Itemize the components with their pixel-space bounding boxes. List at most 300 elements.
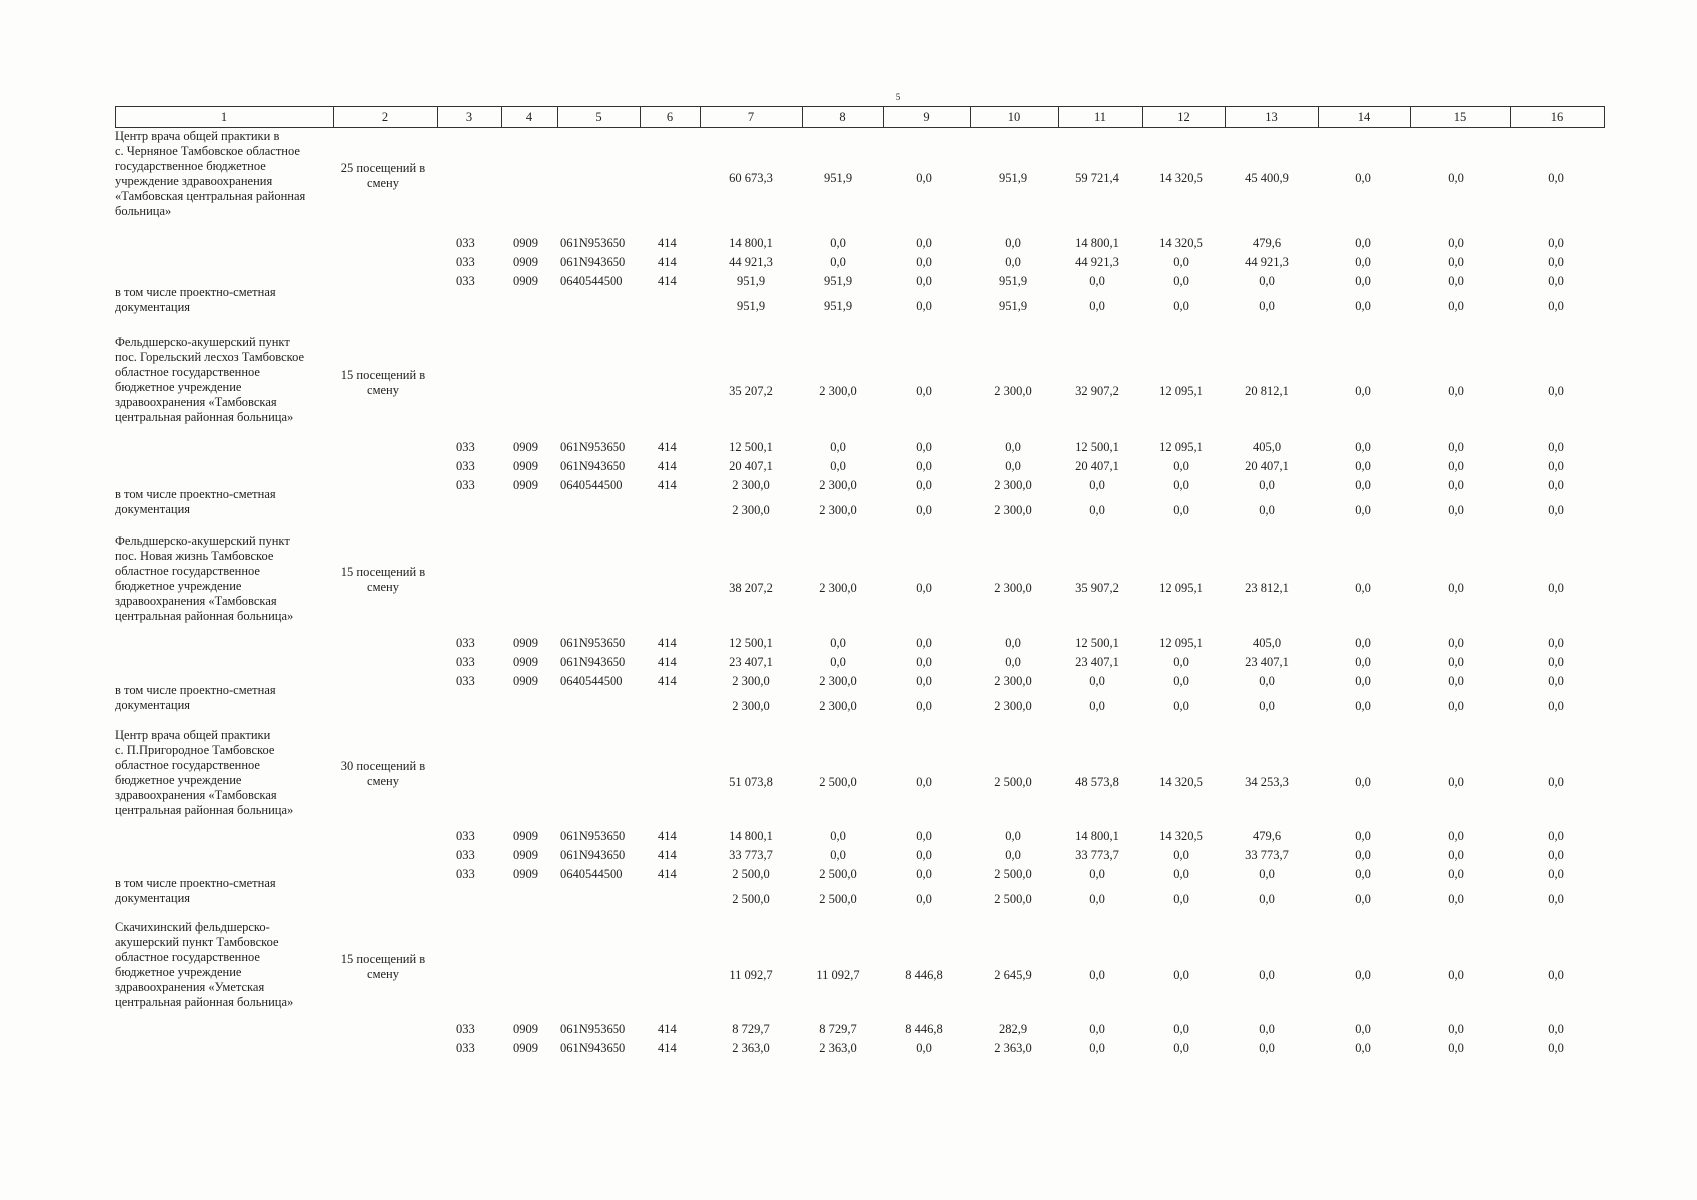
total-value: 0,0 <box>916 581 932 595</box>
row-value: 2 300,0 <box>994 478 1032 492</box>
total-value: 12 095,1 <box>1159 384 1203 398</box>
row-value: 0,0 <box>1548 255 1564 269</box>
row-value: 14 800,1 <box>1075 236 1119 250</box>
facility-name-line: больница» <box>115 204 172 218</box>
kbk-code-ministry: 033 <box>456 440 475 454</box>
kbk-code-section: 0909 <box>513 829 538 843</box>
facility-name-line: здравоохранения «Тамбовская <box>115 594 277 608</box>
row-value: 2 300,0 <box>819 674 857 688</box>
row-value: 0,0 <box>916 478 932 492</box>
design-docs-value: 2 300,0 <box>819 699 857 713</box>
row-value: 12 500,1 <box>1075 440 1119 454</box>
row-value: 0,0 <box>830 440 846 454</box>
row-value: 0,0 <box>1089 1022 1105 1036</box>
facility-capacity: 15 посещений в смену <box>340 368 426 397</box>
row-value: 2 500,0 <box>732 867 770 881</box>
total-value: 0,0 <box>1548 171 1564 185</box>
row-value: 12 500,1 <box>1075 636 1119 650</box>
kbk-code-section: 0909 <box>513 1022 538 1036</box>
design-docs-value: 0,0 <box>916 892 932 906</box>
row-value: 479,6 <box>1252 236 1282 250</box>
facility-name-line: бюджетное учреждение <box>115 773 242 787</box>
row-value: 0,0 <box>1355 674 1371 688</box>
design-docs-value: 0,0 <box>1355 299 1371 313</box>
row-value: 0,0 <box>1448 636 1464 650</box>
row-value: 12 095,1 <box>1159 636 1203 650</box>
total-value: 0,0 <box>1173 968 1189 982</box>
row-value: 0,0 <box>916 636 932 650</box>
kbk-code-target: 061N953650 <box>560 636 626 650</box>
design-docs-value: 0,0 <box>916 699 932 713</box>
header-col-16: 16 <box>1550 110 1564 124</box>
design-docs-label: документация <box>115 300 191 314</box>
facility-name-line: областное государственное <box>115 758 260 772</box>
design-docs-label: в том числе проектно-сметная <box>115 876 276 890</box>
design-docs-value: 0,0 <box>1548 699 1564 713</box>
design-docs-value: 2 500,0 <box>994 892 1032 906</box>
facility-name-line: здравоохранения «Тамбовская <box>115 395 277 409</box>
header-col-11: 11 <box>1093 110 1107 124</box>
header-col-10: 10 <box>1007 110 1021 124</box>
row-value: 0,0 <box>830 848 846 862</box>
row-value: 0,0 <box>1448 848 1464 862</box>
row-value: 0,0 <box>1548 1022 1564 1036</box>
kbk-code-ministry: 033 <box>456 274 475 288</box>
facility-name-line: здравоохранения «Тамбовская <box>115 788 277 802</box>
total-value: 2 300,0 <box>819 384 857 398</box>
total-value: 0,0 <box>1355 171 1371 185</box>
kbk-code-target: 061N953650 <box>560 440 626 454</box>
row-value: 14 320,5 <box>1159 236 1203 250</box>
kbk-code-type: 414 <box>658 1022 677 1036</box>
total-value: 2 500,0 <box>819 775 857 789</box>
kbk-code-type: 414 <box>658 478 677 492</box>
design-docs-value: 0,0 <box>1355 503 1371 517</box>
kbk-code-type: 414 <box>658 867 677 881</box>
design-docs-value: 0,0 <box>916 503 932 517</box>
kbk-code-ministry: 033 <box>456 1041 475 1055</box>
design-docs-value: 951,9 <box>823 299 853 313</box>
kbk-code-ministry: 033 <box>456 848 475 862</box>
facility-name-line: центральная районная больница» <box>115 410 294 424</box>
row-value: 0,0 <box>1448 1041 1464 1055</box>
facility-capacity: 30 посещений в смену <box>340 759 426 788</box>
row-value: 0,0 <box>1355 255 1371 269</box>
row-value: 2 363,0 <box>994 1041 1032 1055</box>
total-value: 2 300,0 <box>819 581 857 595</box>
total-value: 0,0 <box>916 775 932 789</box>
row-value: 0,0 <box>916 274 932 288</box>
facility-name-line: с. П.Пригородное Тамбовское <box>115 743 275 757</box>
row-value: 0,0 <box>916 255 932 269</box>
header-col-1: 1 <box>220 110 228 124</box>
row-value: 0,0 <box>1259 1022 1275 1036</box>
row-value: 0,0 <box>1548 636 1564 650</box>
design-docs-label: документация <box>115 502 191 516</box>
facility-name-line: с. Черняное Тамбовское областное <box>115 144 300 158</box>
design-docs-value: 0,0 <box>1448 299 1464 313</box>
total-value: 0,0 <box>1448 968 1464 982</box>
total-value: 38 207,2 <box>729 581 773 595</box>
table-rule <box>1604 106 1605 128</box>
row-value: 0,0 <box>1548 274 1564 288</box>
kbk-code-ministry: 033 <box>456 674 475 688</box>
row-value: 0,0 <box>1259 1041 1275 1055</box>
row-value: 0,0 <box>1355 867 1371 881</box>
design-docs-value: 0,0 <box>1355 892 1371 906</box>
row-value: 12 500,1 <box>729 440 773 454</box>
facility-name-line: Скачихинский фельдшерско- <box>115 920 270 934</box>
facility-name-line: бюджетное учреждение <box>115 965 242 979</box>
header-col-14: 14 <box>1357 110 1371 124</box>
kbk-code-section: 0909 <box>513 655 538 669</box>
row-value: 0,0 <box>1448 236 1464 250</box>
kbk-code-section: 0909 <box>513 274 538 288</box>
kbk-code-type: 414 <box>658 274 677 288</box>
row-value: 0,0 <box>1005 848 1021 862</box>
design-docs-value: 2 300,0 <box>732 699 770 713</box>
row-value: 0,0 <box>1355 1022 1371 1036</box>
header-col-13: 13 <box>1265 110 1278 124</box>
kbk-code-target: 0640544500 <box>560 674 623 688</box>
design-docs-value: 0,0 <box>1089 503 1105 517</box>
kbk-code-section: 0909 <box>513 848 538 862</box>
row-value: 14 800,1 <box>729 236 773 250</box>
total-value: 0,0 <box>916 384 932 398</box>
kbk-code-section: 0909 <box>513 459 538 473</box>
row-value: 0,0 <box>1355 274 1371 288</box>
row-value: 0,0 <box>1448 478 1464 492</box>
row-value: 0,0 <box>916 236 932 250</box>
row-value: 33 773,7 <box>729 848 773 862</box>
design-docs-value: 0,0 <box>1448 503 1464 517</box>
kbk-code-target: 061N953650 <box>560 236 626 250</box>
facility-name-line: центральная районная больница» <box>115 995 294 1009</box>
total-value: 0,0 <box>1259 968 1275 982</box>
total-value: 8 446,8 <box>905 968 943 982</box>
total-value: 2 300,0 <box>994 384 1032 398</box>
row-value: 0,0 <box>1005 636 1021 650</box>
design-docs-value: 0,0 <box>1448 892 1464 906</box>
row-value: 44 921,3 <box>729 255 773 269</box>
total-value: 14 320,5 <box>1159 171 1203 185</box>
total-value: 11 092,7 <box>816 968 860 982</box>
facility-name-line: Центр врача общей практики в <box>115 129 280 143</box>
design-docs-value: 2 300,0 <box>732 503 770 517</box>
total-value: 0,0 <box>1448 171 1464 185</box>
row-value: 0,0 <box>830 636 846 650</box>
kbk-code-target: 061N943650 <box>560 255 626 269</box>
facility-name-line: государственное бюджетное <box>115 159 266 173</box>
design-docs-value: 0,0 <box>1259 699 1275 713</box>
kbk-code-ministry: 033 <box>456 236 475 250</box>
row-value: 405,0 <box>1252 636 1282 650</box>
row-value: 0,0 <box>1448 255 1464 269</box>
total-value: 0,0 <box>1548 968 1564 982</box>
total-value: 0,0 <box>1448 581 1464 595</box>
row-value: 0,0 <box>1005 829 1021 843</box>
total-value: 0,0 <box>1355 384 1371 398</box>
design-docs-value: 0,0 <box>1173 299 1189 313</box>
total-value: 2 645,9 <box>994 968 1032 982</box>
kbk-code-section: 0909 <box>513 867 538 881</box>
row-value: 2 300,0 <box>732 478 770 492</box>
row-value: 405,0 <box>1252 440 1282 454</box>
row-value: 0,0 <box>1355 459 1371 473</box>
row-value: 0,0 <box>1005 236 1021 250</box>
kbk-code-type: 414 <box>658 440 677 454</box>
row-value: 0,0 <box>1448 655 1464 669</box>
kbk-code-target: 061N953650 <box>560 1022 626 1036</box>
row-value: 2 363,0 <box>819 1041 857 1055</box>
row-value: 0,0 <box>1089 478 1105 492</box>
row-value: 33 773,7 <box>1075 848 1119 862</box>
row-value: 951,9 <box>998 274 1028 288</box>
row-value: 2 300,0 <box>994 674 1032 688</box>
row-value: 0,0 <box>1548 829 1564 843</box>
row-value: 0,0 <box>1005 255 1021 269</box>
total-value: 34 253,3 <box>1245 775 1289 789</box>
total-value: 0,0 <box>916 171 932 185</box>
facility-name-line: Фельдшерско-акушерский пункт <box>115 335 290 349</box>
row-value: 12 500,1 <box>729 636 773 650</box>
row-value: 951,9 <box>736 274 766 288</box>
row-value: 0,0 <box>1548 674 1564 688</box>
design-docs-label: в том числе проектно-сметная <box>115 285 276 299</box>
kbk-code-type: 414 <box>658 459 677 473</box>
row-value: 0,0 <box>916 848 932 862</box>
kbk-code-section: 0909 <box>513 478 538 492</box>
total-value: 2 500,0 <box>994 775 1032 789</box>
facility-name-line: «Тамбовская центральная районная <box>115 189 306 203</box>
total-value: 0,0 <box>1355 775 1371 789</box>
kbk-code-section: 0909 <box>513 636 538 650</box>
row-value: 0,0 <box>1548 440 1564 454</box>
kbk-code-ministry: 033 <box>456 829 475 843</box>
design-docs-label: документация <box>115 891 191 905</box>
row-value: 8 446,8 <box>905 1022 943 1036</box>
row-value: 0,0 <box>1173 867 1189 881</box>
total-value: 23 812,1 <box>1245 581 1289 595</box>
row-value: 12 095,1 <box>1159 440 1203 454</box>
total-value: 2 300,0 <box>994 581 1032 595</box>
row-value: 282,9 <box>998 1022 1028 1036</box>
row-value: 44 921,3 <box>1245 255 1289 269</box>
row-value: 0,0 <box>1173 274 1189 288</box>
kbk-code-ministry: 033 <box>456 478 475 492</box>
row-value: 0,0 <box>1355 236 1371 250</box>
row-value: 0,0 <box>830 459 846 473</box>
total-value: 0,0 <box>1089 968 1105 982</box>
row-value: 8 729,7 <box>732 1022 770 1036</box>
row-value: 0,0 <box>1355 478 1371 492</box>
total-value: 35 207,2 <box>729 384 773 398</box>
row-value: 0,0 <box>1173 1022 1189 1036</box>
row-value: 0,0 <box>1355 848 1371 862</box>
row-value: 33 773,7 <box>1245 848 1289 862</box>
row-value: 0,0 <box>1448 1022 1464 1036</box>
total-value: 14 320,5 <box>1159 775 1203 789</box>
row-value: 0,0 <box>1173 674 1189 688</box>
kbk-code-target: 061N943650 <box>560 459 626 473</box>
kbk-code-type: 414 <box>658 655 677 669</box>
total-value: 0,0 <box>1548 384 1564 398</box>
row-value: 0,0 <box>1448 459 1464 473</box>
design-docs-value: 0,0 <box>1259 892 1275 906</box>
row-value: 0,0 <box>1173 459 1189 473</box>
facility-capacity: 15 посещений в смену <box>340 565 426 594</box>
design-docs-value: 0,0 <box>1355 699 1371 713</box>
header-col-7: 7 <box>747 110 755 124</box>
design-docs-value: 0,0 <box>1448 699 1464 713</box>
row-value: 0,0 <box>1005 655 1021 669</box>
row-value: 14 800,1 <box>1075 829 1119 843</box>
row-value: 0,0 <box>1355 636 1371 650</box>
design-docs-value: 0,0 <box>1548 503 1564 517</box>
row-value: 0,0 <box>916 459 932 473</box>
kbk-code-section: 0909 <box>513 1041 538 1055</box>
facility-name-line: пос. Новая жизнь Тамбовское <box>115 549 274 563</box>
total-value: 0,0 <box>1355 581 1371 595</box>
kbk-code-type: 414 <box>658 674 677 688</box>
facility-name-line: Фельдшерско-акушерский пункт <box>115 534 290 548</box>
total-value: 0,0 <box>1448 775 1464 789</box>
row-value: 0,0 <box>830 255 846 269</box>
row-value: 0,0 <box>830 236 846 250</box>
table-rule <box>115 106 1604 107</box>
facility-name-line: акушерский пункт Тамбовское <box>115 935 279 949</box>
row-value: 8 729,7 <box>819 1022 857 1036</box>
row-value: 2 363,0 <box>732 1041 770 1055</box>
row-value: 0,0 <box>1548 867 1564 881</box>
row-value: 0,0 <box>916 829 932 843</box>
kbk-code-target: 0640544500 <box>560 867 623 881</box>
row-value: 0,0 <box>1355 1041 1371 1055</box>
row-value: 0,0 <box>1355 829 1371 843</box>
design-docs-value: 951,9 <box>998 299 1028 313</box>
row-value: 0,0 <box>1005 440 1021 454</box>
row-value: 0,0 <box>1259 674 1275 688</box>
row-value: 951,9 <box>823 274 853 288</box>
row-value: 0,0 <box>1548 459 1564 473</box>
row-value: 0,0 <box>1548 848 1564 862</box>
row-value: 23 407,1 <box>729 655 773 669</box>
row-value: 0,0 <box>1173 255 1189 269</box>
row-value: 0,0 <box>1548 655 1564 669</box>
row-value: 14 320,5 <box>1159 829 1203 843</box>
header-col-9: 9 <box>923 110 930 124</box>
kbk-code-section: 0909 <box>513 255 538 269</box>
row-value: 0,0 <box>1089 674 1105 688</box>
total-value: 11 092,7 <box>729 968 773 982</box>
kbk-code-section: 0909 <box>513 674 538 688</box>
row-value: 0,0 <box>1448 867 1464 881</box>
kbk-code-type: 414 <box>658 255 677 269</box>
design-docs-value: 0,0 <box>1173 503 1189 517</box>
total-value: 0,0 <box>1548 581 1564 595</box>
total-value: 20 812,1 <box>1245 384 1289 398</box>
row-value: 20 407,1 <box>729 459 773 473</box>
total-value: 45 400,9 <box>1245 171 1289 185</box>
kbk-code-ministry: 033 <box>456 1022 475 1036</box>
row-value: 0,0 <box>1548 236 1564 250</box>
total-value: 32 907,2 <box>1075 384 1119 398</box>
header-col-4: 4 <box>525 110 533 124</box>
row-value: 20 407,1 <box>1075 459 1119 473</box>
row-value: 0,0 <box>1173 1041 1189 1055</box>
facility-name-line: бюджетное учреждение <box>115 380 242 394</box>
total-value: 35 907,2 <box>1075 581 1119 595</box>
row-value: 0,0 <box>1089 867 1105 881</box>
design-docs-value: 2 300,0 <box>994 503 1032 517</box>
kbk-code-type: 414 <box>658 848 677 862</box>
row-value: 0,0 <box>830 655 846 669</box>
row-value: 2 300,0 <box>732 674 770 688</box>
kbk-code-ministry: 033 <box>456 255 475 269</box>
design-docs-value: 2 300,0 <box>819 503 857 517</box>
design-docs-value: 2 500,0 <box>819 892 857 906</box>
kbk-code-type: 414 <box>658 1041 677 1055</box>
facility-capacity: 15 посещений в смену <box>340 952 426 981</box>
row-value: 0,0 <box>1173 478 1189 492</box>
total-value: 951,9 <box>998 171 1028 185</box>
kbk-code-ministry: 033 <box>456 459 475 473</box>
total-value: 951,9 <box>823 171 853 185</box>
total-value: 12 095,1 <box>1159 581 1203 595</box>
row-value: 0,0 <box>916 674 932 688</box>
row-value: 14 800,1 <box>729 829 773 843</box>
total-value: 59 721,4 <box>1075 171 1119 185</box>
kbk-code-type: 414 <box>658 636 677 650</box>
row-value: 0,0 <box>1259 478 1275 492</box>
facility-name-line: здравоохранения «Уметская <box>115 980 265 994</box>
facility-name-line: бюджетное учреждение <box>115 579 242 593</box>
header-col-8: 8 <box>839 110 846 124</box>
design-docs-label: в том числе проектно-сметная <box>115 683 276 697</box>
kbk-code-ministry: 033 <box>456 636 475 650</box>
kbk-code-target: 061N943650 <box>560 848 626 862</box>
design-docs-value: 0,0 <box>1548 299 1564 313</box>
facility-name-line: центральная районная больница» <box>115 803 294 817</box>
row-value: 23 407,1 <box>1075 655 1119 669</box>
design-docs-value: 0,0 <box>916 299 932 313</box>
facility-name-line: пос. Горельский лесхоз Тамбовское <box>115 350 305 364</box>
row-value: 23 407,1 <box>1245 655 1289 669</box>
row-value: 0,0 <box>1259 867 1275 881</box>
header-col-5: 5 <box>595 110 602 124</box>
kbk-code-type: 414 <box>658 829 677 843</box>
row-value: 0,0 <box>1448 829 1464 843</box>
total-value: 0,0 <box>1448 384 1464 398</box>
row-value: 20 407,1 <box>1245 459 1289 473</box>
header-col-6: 6 <box>666 110 674 124</box>
row-value: 2 500,0 <box>819 867 857 881</box>
total-value: 48 573,8 <box>1075 775 1119 789</box>
design-docs-value: 0,0 <box>1548 892 1564 906</box>
header-col-2: 2 <box>381 110 389 124</box>
row-value: 2 500,0 <box>994 867 1032 881</box>
row-value: 0,0 <box>830 829 846 843</box>
design-docs-value: 0,0 <box>1089 699 1105 713</box>
facility-name-line: областное государственное <box>115 564 260 578</box>
design-docs-value: 0,0 <box>1089 299 1105 313</box>
total-value: 0,0 <box>1548 775 1564 789</box>
total-value: 51 073,8 <box>729 775 773 789</box>
row-value: 0,0 <box>916 440 932 454</box>
row-value: 0,0 <box>1089 1041 1105 1055</box>
facility-name-line: учреждение здравоохранения <box>115 174 273 188</box>
row-value: 0,0 <box>916 1041 932 1055</box>
